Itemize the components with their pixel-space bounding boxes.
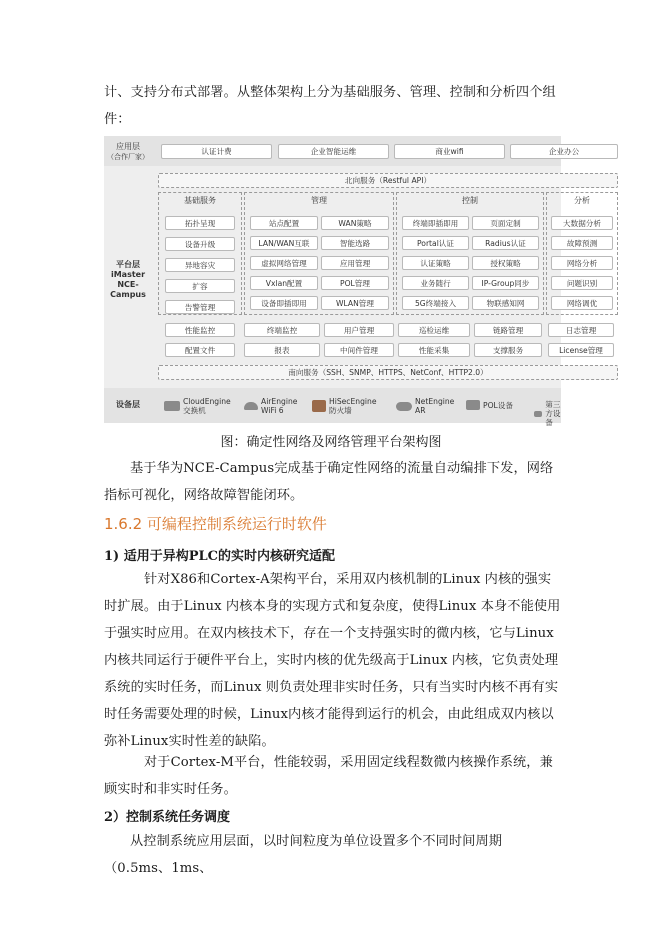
ctrl-item: 授权策略 bbox=[472, 256, 539, 270]
common-item: 终端监控 bbox=[244, 323, 320, 337]
common-item: 中间件管理 bbox=[324, 343, 394, 357]
paragraph-1: 基于华为NCE-Campus完成基于确定性网络的流量自动编排下发，网络指标可视化，网络故障智能闭环。 bbox=[104, 461, 554, 503]
device-netengine: NetEngine AR bbox=[396, 397, 454, 415]
basic-item: 异地容灾 bbox=[165, 258, 235, 272]
basic-group bbox=[158, 192, 242, 315]
device-cloudengine: CloudEngine 交换机 bbox=[164, 397, 231, 415]
subheading-1: 1) 适用于异构PLC的实时内核研究适配 bbox=[104, 549, 335, 564]
ctrl-item: 5G终端接入 bbox=[402, 296, 469, 310]
analysis-group-title: 分析 bbox=[574, 196, 590, 205]
platform-layer-label: 平台层 iMaster NCE- Campus bbox=[110, 260, 146, 299]
ctrl-item: 认证策略 bbox=[402, 256, 469, 270]
basic-item: 扩容 bbox=[165, 279, 235, 293]
ctrl-item: 业务随行 bbox=[402, 276, 469, 290]
common-item: 配置文件 bbox=[165, 343, 235, 357]
common-item: 巡检运维 bbox=[398, 323, 470, 337]
mgmt-item: POL管理 bbox=[321, 276, 389, 290]
common-item: 报表 bbox=[244, 343, 320, 357]
mgmt-item: 站点配置 bbox=[250, 216, 318, 230]
mgmt-item: 设备即插即用 bbox=[250, 296, 318, 310]
mgmt-item: LAN/WAN互联 bbox=[250, 236, 318, 250]
analysis-item: 网络调优 bbox=[551, 296, 613, 310]
ctrl-item: 终端即插即用 bbox=[402, 216, 469, 230]
common-item: 日志管理 bbox=[548, 323, 614, 337]
intro-line: 计、支持分布式部署。从整体架构上分为基础服务、管理、控制和分析四个组件： bbox=[104, 85, 556, 127]
ctrl-item: Radius认证 bbox=[472, 236, 539, 250]
device-layer-label: 设备层 bbox=[116, 400, 140, 409]
router-icon bbox=[396, 402, 412, 411]
analysis-item: 问题识别 bbox=[551, 276, 613, 290]
mgmt-item: 虚拟网络管理 bbox=[250, 256, 318, 270]
basic-group-title: 基础服务 bbox=[184, 196, 216, 205]
common-item: 用户管理 bbox=[324, 323, 394, 337]
paragraph-2: 针对X86和Cortex-A架构平台，采用双内核机制的Linux 内核的强实时扩展。由于Linux 内核本身的实现方式和复杂度，使得Linux 本身不能使用于强实时应用。在双内核技术下，存在一个支持强实时的微内核，它与Linux 内核共同运行于硬件平台上，实时内核的优先级高于Linux 内核，它负责处理系统的实时任务，而Linux 则负责处理非实时任务，只有当实时内核不再有实时任务需要处理的时候，Linux内核才能得到运行的机会，由此组成双内核以弥补Linux实时性差的缺陷。 bbox=[104, 572, 561, 749]
section-heading: 1.6.2 可编程控制系统运行时软件 bbox=[104, 515, 327, 533]
common-item: License管理 bbox=[548, 343, 614, 357]
mgmt-item: Vxlan配置 bbox=[250, 276, 318, 290]
ctrl-item: 页面定制 bbox=[472, 216, 539, 230]
firewall-icon bbox=[312, 400, 326, 412]
north-service: 北向服务（Restful API） bbox=[158, 173, 618, 188]
mgmt-item: WAN策略 bbox=[321, 216, 389, 230]
device-pol: POL设备 bbox=[466, 400, 513, 410]
subheading-2: 2）控制系统任务调度 bbox=[104, 810, 231, 825]
app-layer-label: 应用层 （合作厂家） bbox=[107, 142, 149, 161]
ctrl-item: IP-Group同步 bbox=[472, 276, 539, 290]
mgmt-item: WLAN管理 bbox=[321, 296, 389, 310]
basic-item: 设备升级 bbox=[165, 237, 235, 251]
pol-device-icon bbox=[466, 400, 480, 410]
app-item: 企业智能运维 bbox=[278, 144, 389, 159]
ctrl-item: 物联感知网 bbox=[472, 296, 539, 310]
device-airengine: AirEngine WiFi 6 bbox=[244, 397, 297, 415]
paragraph-3: 对于Cortex-M平台，性能较弱，采用固定线程数微内核操作系统，兼顾实时和非实时任务。 bbox=[104, 755, 553, 797]
architecture-figure bbox=[104, 136, 603, 427]
analysis-item: 网络分析 bbox=[551, 256, 613, 270]
wifi-ap-icon bbox=[244, 402, 258, 410]
control-group-title: 控制 bbox=[462, 196, 478, 205]
common-item: 性能监控 bbox=[165, 323, 235, 337]
device-hisecengine: HiSecEngine 防火墙 bbox=[312, 397, 377, 415]
app-item: 企业办公 bbox=[510, 144, 618, 159]
figure-caption: 图：确定性网络及网络管理平台架构图 bbox=[220, 435, 442, 450]
basic-item: 告警管理 bbox=[165, 300, 235, 314]
app-item: 商业wifi bbox=[394, 144, 505, 159]
analysis-item: 故障预测 bbox=[551, 236, 613, 250]
common-item: 性能采集 bbox=[398, 343, 470, 357]
device-third-party: 第三方设备 bbox=[534, 400, 563, 427]
common-item: 链路管理 bbox=[474, 323, 542, 337]
basic-item: 拓扑呈现 bbox=[165, 216, 235, 230]
third-party-device-icon bbox=[534, 411, 542, 417]
paragraph-4: 从控制系统应用层面，以时间粒度为单位设置多个不同时间周期（0.5ms、1ms、 bbox=[104, 834, 503, 876]
analysis-item: 大数据分析 bbox=[551, 216, 613, 230]
common-item: 支撑服务 bbox=[474, 343, 542, 357]
app-item: 认证计费 bbox=[161, 144, 272, 159]
ctrl-item: Portal认证 bbox=[402, 236, 469, 250]
south-service: 南向服务（SSH、SNMP、HTTPS、NetConf、HTTP2.0） bbox=[158, 365, 618, 380]
mgmt-item: 智能选路 bbox=[321, 236, 389, 250]
switch-icon bbox=[164, 401, 180, 411]
mgmt-item: 应用管理 bbox=[321, 256, 389, 270]
management-group-title: 管理 bbox=[311, 196, 327, 205]
